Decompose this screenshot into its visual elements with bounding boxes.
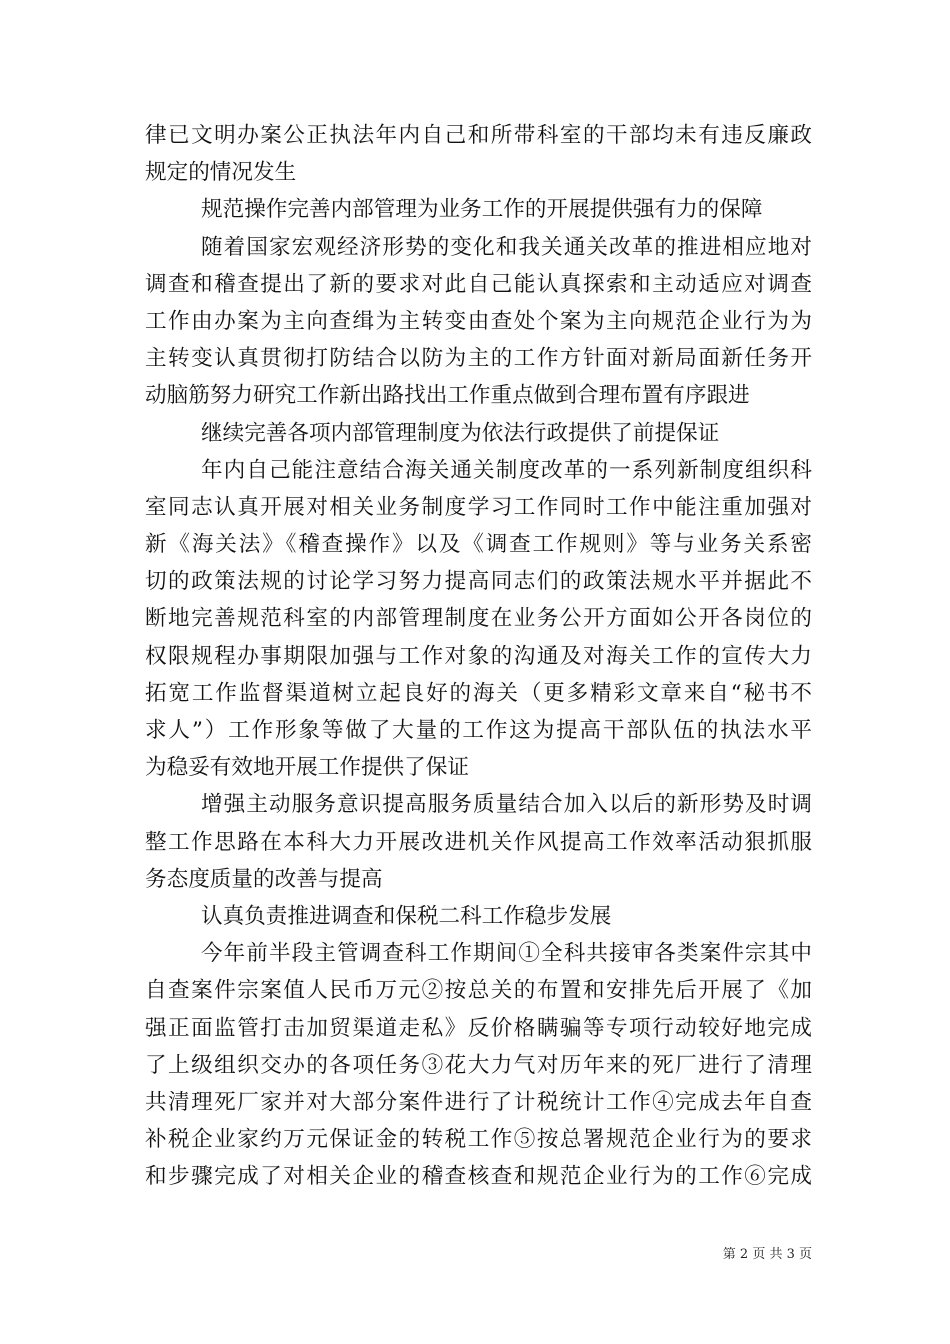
- page-number: 第 2 页 共 3 页: [722, 1247, 812, 1262]
- text-line: 年内自己能注意结合海关通关制度改革的一系列新制度组织科: [201, 457, 812, 483]
- text-line: 自查案件宗案值人民币万元②按总关的布置和安排先后开展了《加: [145, 978, 812, 1004]
- text-line: 动脑筋努力研究工作新出路找出工作重点做到合理布置有序跟进: [145, 383, 750, 409]
- text-line: 工作由办案为主向查缉为主转变由查处个案为主向规范企业行为为: [145, 308, 812, 334]
- text-line: 随着国家宏观经济形势的变化和我关通关改革的推进相应地对: [201, 234, 812, 260]
- text-line: 和步骤完成了对相关企业的稽查核查和规范企业行为的工作⑥完成: [145, 1164, 812, 1190]
- text-line: 切的政策法规的讨论学习努力提高同志们的政策法规水平并据此不: [145, 569, 812, 595]
- text-line: 强正面监管打击加贸渠道走私》反价格瞒骗等专项行动较好地完成: [145, 1015, 812, 1041]
- text-line: 规定的情况发生: [145, 160, 297, 186]
- text-line: 认真负责推进调查和保税二科工作稳步发展: [201, 903, 612, 929]
- text-line: 共清理死厂家并对大部分案件进行了计税统计工作④完成去年自查: [145, 1089, 812, 1115]
- text-line: 调查和稽查提出了新的要求对此自己能认真探索和主动适应对调查: [145, 271, 812, 297]
- text-line: 补税企业家约万元保证金的转税工作⑤按总署规范企业行为的要求: [145, 1127, 812, 1153]
- text-line: 权限规程办事期限加强与工作对象的沟通及对海关工作的宣传大力: [145, 643, 812, 669]
- text-line: 了上级组织交办的各项任务③花大力气对历年来的死厂进行了清理: [145, 1052, 812, 1078]
- document-body: [145, 117, 812, 1195]
- text-line: 新《海关法》《稽查操作》以及《调查工作规则》等与业务关系密: [145, 532, 812, 558]
- text-line: 断地完善规范科室的内部管理制度在业务公开方面如公开各岗位的: [145, 606, 812, 632]
- text-line: 律已文明办案公正执法年内自己和所带科室的干部均未有违反廉政: [145, 123, 812, 148]
- text-line: 主转变认真贯彻打防结合以防为主的工作方针面对新局面新任务开: [145, 346, 812, 372]
- text-line: 规范操作完善内部管理为业务工作的开展提供强有力的保障: [201, 197, 763, 223]
- text-line: 为稳妥有效地开展工作提供了保证: [145, 755, 469, 781]
- text-line: 整工作思路在本科大力开展改进机关作风提高工作效率活动狠抓服: [145, 829, 812, 855]
- text-line: 务态度质量的改善与提高: [145, 866, 383, 892]
- text-line: 室同志认真开展对相关业务制度学习工作同时工作中能注重加强对: [145, 494, 812, 520]
- text-line: 增强主动服务意识提高服务质量结合加入以后的新形势及时调: [201, 792, 812, 818]
- text-line: 拓宽工作监督渠道树立起良好的海关（更多精彩文章来自“秘书不: [145, 680, 812, 706]
- text-line: 继续完善各项内部管理制度为依法行政提供了前提保证: [201, 420, 720, 446]
- text-line: 求人”）工作形象等做了大量的工作这为提高干部队伍的执法水平: [145, 718, 812, 743]
- text-line: 今年前半段主管调查科工作期间①全科共接审各类案件宗其中: [201, 941, 812, 967]
